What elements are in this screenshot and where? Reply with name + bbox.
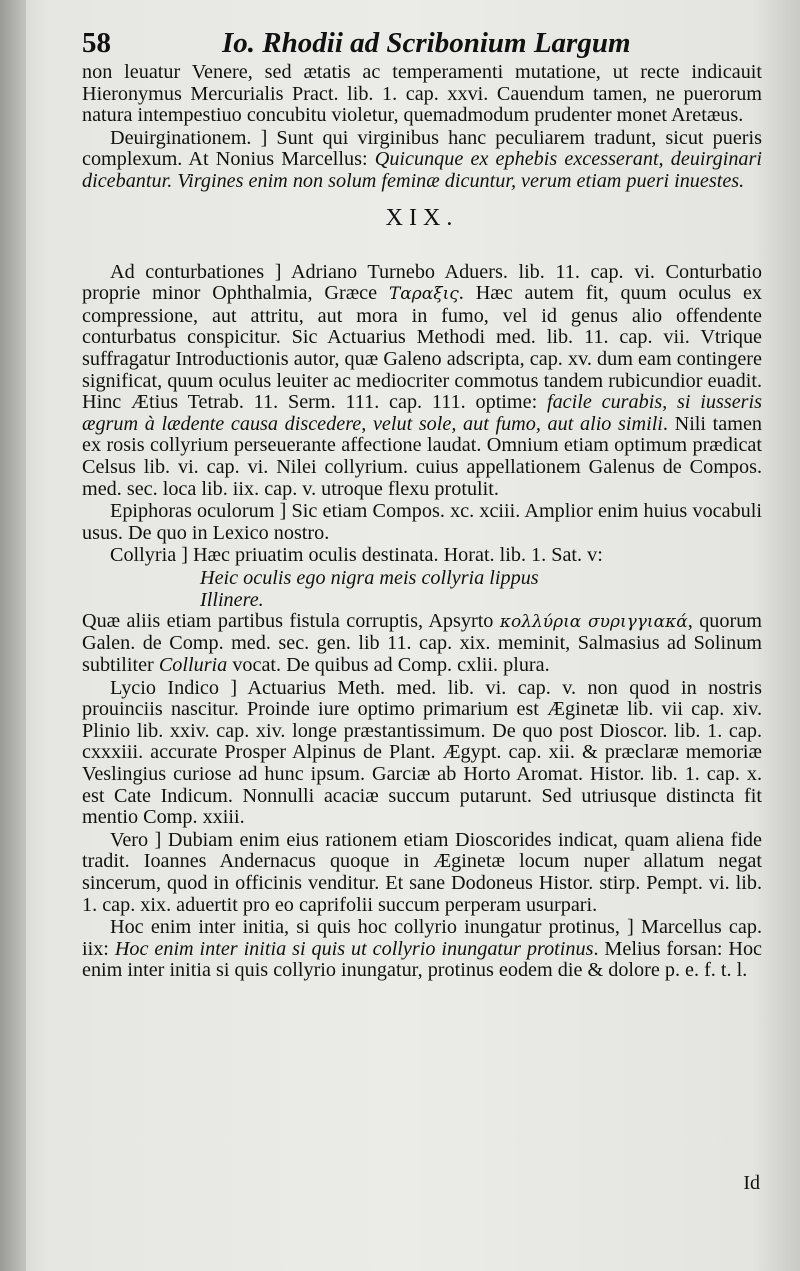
paragraph-6-text-d: vocat. De quibus ad Comp. cxlii. plura. [227, 654, 550, 677]
running-title: Io. Rhodii ad Scribonium Largum [222, 27, 631, 59]
paragraph-conturbationes [82, 262, 762, 501]
paragraph-6-text-a: Quæ aliis etiam partibus fistula corruptis, Apsyrto [82, 609, 500, 632]
paragraph-3-text-d: . Nili tamen ex rosis collyrium perseuerante affectione laudat. Omnium etiam optimum prædicat Celsus lib. vi. cap. vi. Nilei collyrium. cuius appellationem Galenus de Compos. med. sec. loca lib. iix. cap. v. utroque flexu protulit. [82, 412, 762, 500]
horace-verse [82, 567, 762, 611]
paragraph-apsyrto [82, 611, 762, 677]
paragraph-3-text-b: . Hæc autem fit, quum oculus ex compressione, aut attritu, aut mora in fumo, vel id genus alio offendente conturbatus conspicitur. Sic Actuarius Methodi med. lib. 11. cap. vii. Vtrique suffragatur Introductionis autor, quæ Galeno adscripta, cap. xv. dum eam contingere significat, quum oculus leuiter ac mediocriter commotus tandem rubicundior euadit. Hinc Ætius Tetrab. 11. Serm. 111. cap. 111. optime: [82, 282, 762, 414]
catchword: Id [743, 1172, 760, 1194]
nonius-quote: Quicunque ex ephebis excesserant, deuirginari dicebantur. Virgines enim non solum feminæ dicuntur, verum etiam pueri inuestes. [82, 148, 762, 192]
paragraph-vero: Vero ] Dubiam enim eius rationem etiam Dioscorides indicat, quam aliena fide tradit. Ioannes Andernacus quoque in Æginetæ locum nuper allatum negat sincerum, quod in officinis venditur. Et sane Dodoneus Histor. stirp. Pempt. vi. lib. 1. cap. xix. aduertit pro eo caprifolii succum perperam usurpari. [82, 828, 762, 916]
paragraph-epiphoras: Epiphoras oculorum ] Sic etiam Compos. xc. xciii. Amplior enim huius vocabuli usus. De quo in Lexico nostro. [82, 500, 762, 544]
paragraph-collyria: Collyria ] Hæc priuatim oculis destinata. Horat. lib. 1. Sat. v: [110, 544, 603, 567]
paragraph-1: non leuatur Venere, sed ætatis ac temperamenti mutatione, ut recte indicauit Hieronymus Mercurialis Pract. lib. 1. cap. xxvi. Cauendum tamen, ne puerorum natura intempestiuo concubitu violetur, quemadmodum prudenter monet Aretæus. [82, 61, 762, 127]
aetius-quote: facile curabis, si iusseris ægrum à lædente causa discedere, velut sole, aut fumo, aut alio simili [82, 391, 762, 435]
book-spine-shadow [0, 0, 26, 1271]
paragraph-hoc-enim [82, 917, 762, 982]
page-header [82, 26, 762, 60]
paragraph-9-text-c: . Melius forsan: Hoc enim inter initia si quis collyrio inungatur, protinus eodem die & dolore p. e. f. t. l. [82, 937, 762, 982]
paragraph-6-text-b: , quorum Galen. de Comp. med. sec. gen. lib 11. cap. xix. meminit, Salmasius ad Solinum subtiliter [82, 609, 762, 677]
paragraph-lycio-indico: Lycio Indico ] Actuarius Meth. med. lib. vi. cap. v. non quod in nostris prouinciis nascitur. Proinde iure optimo primarium est Æginetæ lib. vii cap. xiv. Plinio lib. xxiv. cap. xiv. longe præstantissimum. De quo post Dioscor. lib. 1. cap. cxxxiii. accurate Prosper Alpinus de Plant. Ægypt. cap. xii. & præclaræ memoriæ Veslingius curiose ad hunc ipsum. Garciæ ab Horto Aromat. Histor. lib. 1. cap. x. est Cate Indicum. Nonnulli acaciæ succum putarunt. Sed utriusque distincta fit mentio Comp. xxiii. [82, 676, 762, 829]
verse-line-1: Heic oculis ego nigra meis collyria lippus [200, 566, 539, 589]
greek-taraxis: Ταραξις [388, 284, 459, 305]
paragraph-deuirginationem [82, 128, 762, 193]
page-number: 58 [82, 27, 111, 59]
colluria-word: Colluria [158, 654, 228, 677]
paragraph-2-text: Deuirginationem. ] Sunt qui virginibus hanc peculiarem tradunt, sicut pueris complexum. At Nonius Marcellus: [82, 126, 762, 171]
marcellus-quote: Hoc enim inter initia si quis ut collyrio inungatur protinus [114, 937, 594, 960]
paragraph-3-text-a: Ad conturbationes ] Adriano Turnebo Aduers. lib. 11. cap. vi. Conturbatio proprie minor Ophthalmia, Græce [82, 260, 762, 305]
verse-line-2: Illinere. [200, 588, 264, 611]
greek-kollyria: κολλύρια συριγγιακά [499, 611, 688, 632]
paragraph-9-text-a: Hoc enim inter initia, si quis hoc collyrio inungatur protinus, ] Marcellus cap. iix: [82, 916, 762, 960]
section-heading: XIX. [385, 204, 459, 231]
